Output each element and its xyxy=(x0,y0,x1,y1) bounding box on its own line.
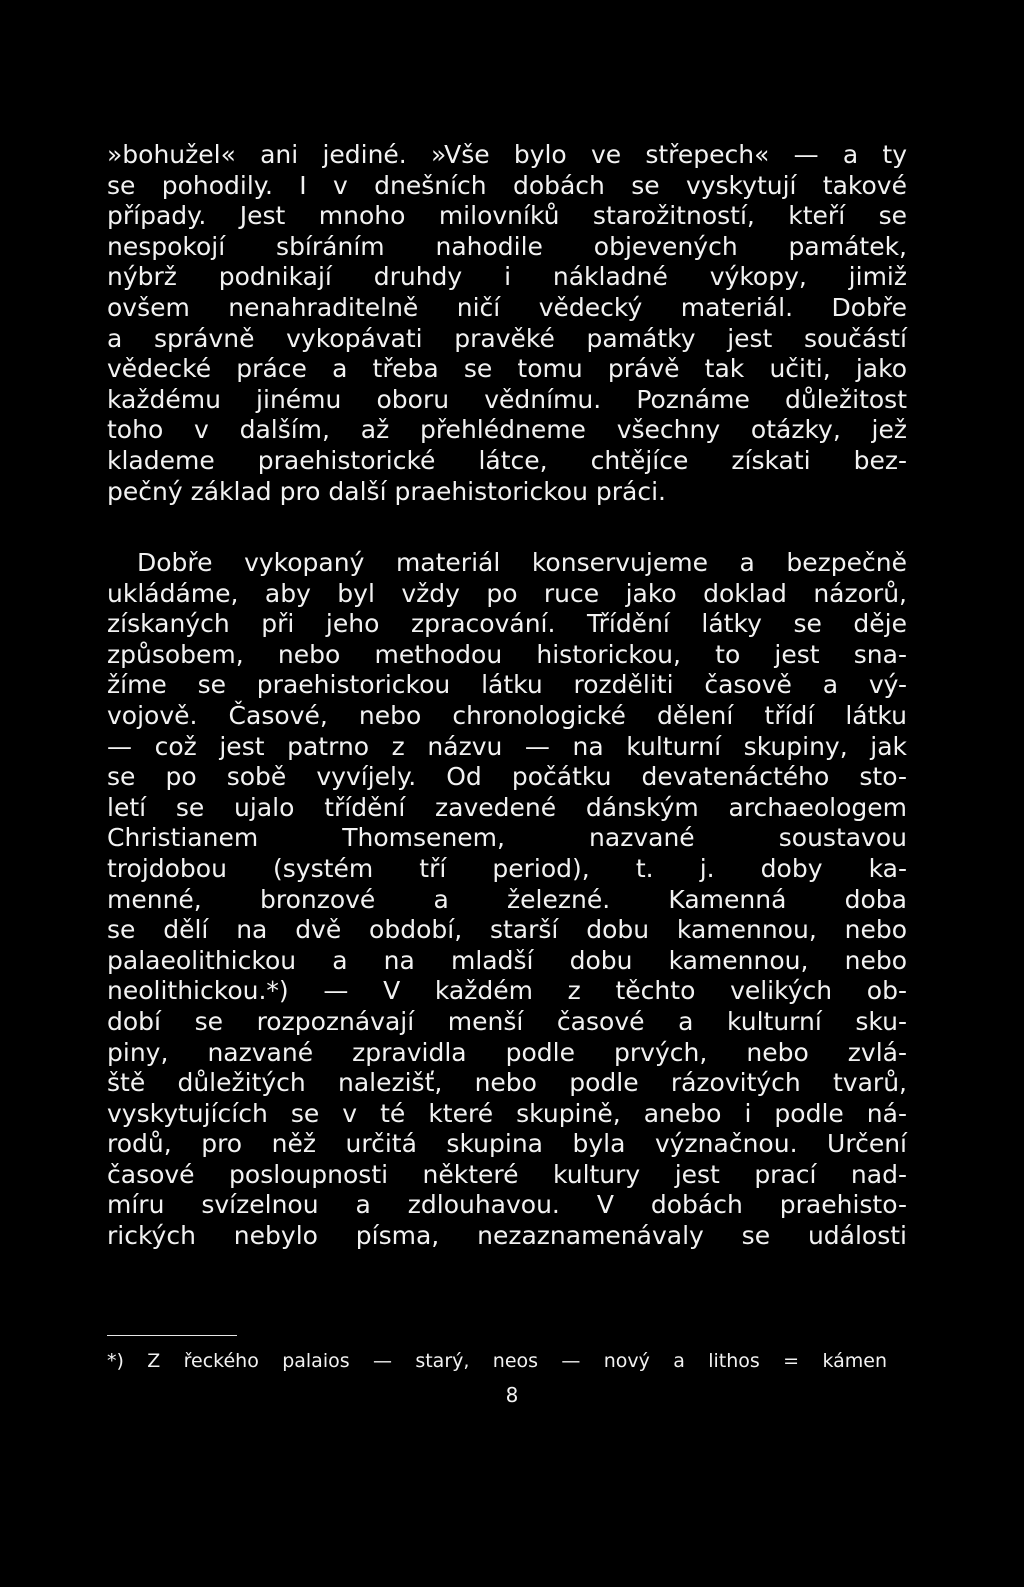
text-line: menné, bronzové a železné. Kamenná doba xyxy=(107,884,907,914)
text-line: rických nebylo písma, nezaznamenávaly se události xyxy=(107,1221,907,1251)
text-line: palaeolithickou a na mladší dobu kamennou, nebo xyxy=(107,945,907,975)
text-line: časové posloupnosti některé kultury jest prací nad- xyxy=(107,1159,907,1189)
text-line: neolithickou.*) — V každém z těchto velikých ob- xyxy=(107,976,907,1006)
text-line: piny, nazvané zpravidla podle prvých, nebo zvlá- xyxy=(107,1037,907,1067)
text-line: každému jinému oboru vědnímu. Poznáme důležitost xyxy=(107,384,907,414)
text-line: míru svízelnou a zdlouhavou. V dobách praehisto- xyxy=(107,1190,907,1220)
text-line: — což jest patrno z názvu — na kulturní skupiny, jak xyxy=(107,731,907,761)
text-line: rodů, pro něž určitá skupina byla význačnou. Určení xyxy=(107,1129,907,1159)
text-line: se dělí na dvě období, starší dobu kamennou, nebo xyxy=(107,915,907,945)
text-line: ovšem nenahraditelně ničí vědecký materiál. Dobře xyxy=(107,292,907,322)
text-line: pečný základ pro další praehistorickou práci. xyxy=(107,476,666,506)
text-line: trojdobou (systém tří period), t. j. doby ka- xyxy=(107,853,907,883)
text-line: se po sobě vyvíjely. Od počátku devatenáctého sto- xyxy=(107,762,907,792)
text-line: získaných při jeho zpracování. Třídění látky se děje xyxy=(107,609,907,639)
text-line: a správně vykopávati pravěké památky jest součástí xyxy=(107,323,907,353)
text-line: se pohodily. I v dnešních dobách se vyskytují takové xyxy=(107,170,907,200)
text-line: letí se ujalo třídění zavedené dánským archaeologem xyxy=(107,792,907,822)
text-line: vojově. Časové, nebo chronologické dělení třídí látku xyxy=(107,700,907,730)
text-line: žíme se praehistorickou látku rozděliti časově a vý- xyxy=(107,670,907,700)
text-line: ukládáme, aby byl vždy po ruce jako doklad názorů, xyxy=(107,578,907,608)
text-line: »bohužel« ani jediné. »Vše bylo ve střepech« — a ty xyxy=(107,140,907,169)
text-line: toho v dalším, až přehlédneme všechny otázky, jež xyxy=(107,415,907,445)
text-line: vědecké práce a třeba se tomu právě tak učiti, jako xyxy=(107,354,907,384)
text-line: vyskytujících se v té které skupině, anebo i podle ná- xyxy=(107,1098,907,1128)
text-line: Christianem Thomsenem, nazvané soustavou xyxy=(107,823,907,853)
footnote: *) Z řeckého palaios — starý, neos — nový a lithos = kámen xyxy=(107,1350,887,1372)
text-line: nespokojí sbíráním nahodile objevených památek, xyxy=(107,231,907,261)
text-line: Dobře vykopaný materiál konservujeme a bezpečně xyxy=(137,548,907,577)
text-line: klademe praehistorické látce, chtějíce získati bez- xyxy=(107,445,907,475)
text-line: případy. Jest mnoho milovníků starožitností, kteří se xyxy=(107,201,907,231)
paragraph-1 xyxy=(107,140,907,507)
text-line: nýbrž podnikají druhdy i nákladné výkopy, jimiž xyxy=(107,262,907,292)
paragraph-2 xyxy=(107,548,907,1252)
text-line: způsobem, nebo methodou historickou, to jest sna- xyxy=(107,639,907,669)
footnote-divider xyxy=(107,1335,237,1336)
page-number: 8 xyxy=(505,1383,519,1407)
text-line: ště důležitých nalezišť, nebo podle rázovitých tvarů, xyxy=(107,1068,907,1098)
text-line: dobí se rozpoznávají menší časové a kulturní sku- xyxy=(107,1006,907,1036)
